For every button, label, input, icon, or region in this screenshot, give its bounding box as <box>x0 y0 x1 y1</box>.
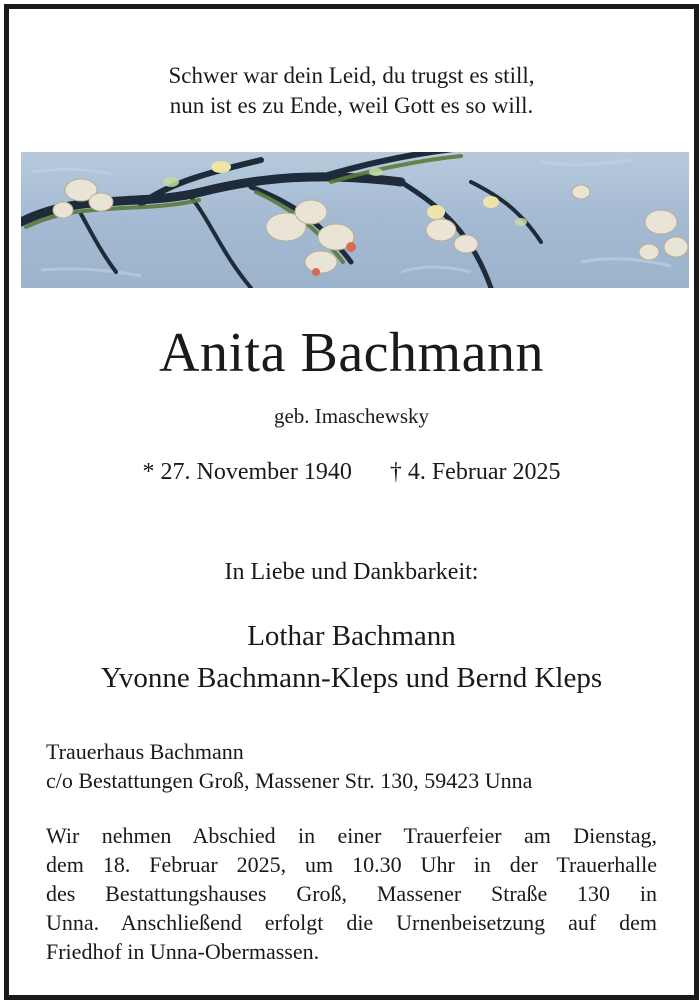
ceremony-line: Friedhof in Unna-Obermassen. <box>46 939 320 964</box>
blossom-painting-image <box>21 152 689 288</box>
verse <box>9 61 694 121</box>
birth-date: * 27. November 1940 <box>142 459 352 485</box>
birth-name: geb. Imaschewsky <box>273 404 430 428</box>
mourner-name: Lothar Bachmann <box>247 620 456 652</box>
mourner-name: Yvonne Bachmann-Kleps und Bernd Kleps <box>100 662 603 694</box>
life-dates <box>9 457 694 487</box>
address-line-2: c/o Bestattungen Groß, Massener Str. 130, 59423 Unna <box>46 768 533 793</box>
tribute-line: In Liebe und Dankbarkeit: <box>224 559 479 585</box>
mourning-address <box>46 737 666 795</box>
address-line-1: Trauerhaus Bachmann <box>46 739 244 764</box>
almond-blossom-banner <box>21 152 689 288</box>
obituary-notice <box>9 9 694 995</box>
ceremony-line: dem 18. Februar 2025, um 10.30 Uhr in der Trauerhalle <box>46 852 657 877</box>
ceremony-line: Unna. Anschließend erfolgt die Urnenbeisetzung auf dem <box>46 910 657 935</box>
ceremony-line: des Bestattungshauses Groß, Massener Straße 130 in <box>46 881 657 906</box>
ceremony-line: Wir nehmen Abschied in einer Trauerfeier am Dienstag, <box>46 823 657 848</box>
ceremony-announcement <box>46 821 657 966</box>
death-date: † 4. Februar 2025 <box>389 459 561 485</box>
deceased-name: Anita Bachmann <box>159 322 544 384</box>
mourners-list <box>9 615 694 699</box>
verse-line-2: nun ist es zu Ende, weil Gott es so will. <box>169 93 534 118</box>
notice-border <box>4 4 699 1000</box>
verse-line-1: Schwer war dein Leid, du trugst es still, <box>168 63 535 88</box>
